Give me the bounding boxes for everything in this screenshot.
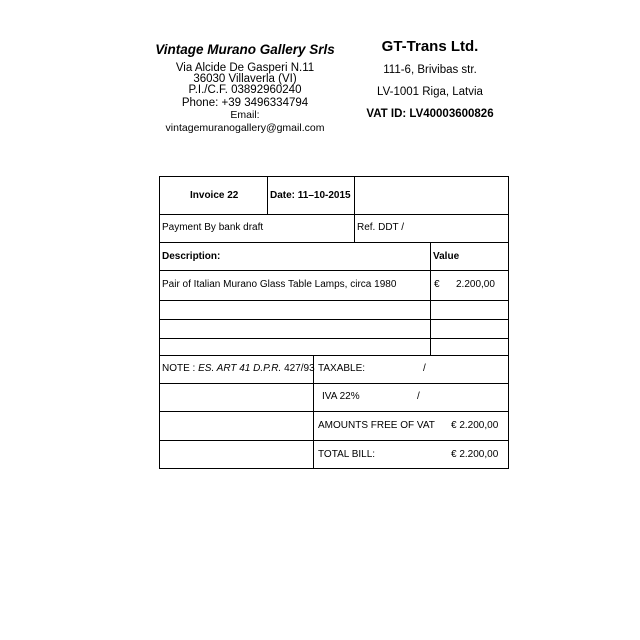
recipient-city: LV-1001 Riga, Latvia [377, 86, 483, 98]
sender-phone: Phone: +39 3496334794 [181, 97, 309, 109]
payment-method: Payment By bank draft [162, 222, 264, 233]
sender-postal: 36030 Villaverla (VI) [193, 73, 297, 85]
recipient-name: GT-Trans Ltd. [381, 38, 479, 55]
note-number: 427/93 [281, 363, 315, 374]
total-value: € 2.200,00 [451, 449, 499, 460]
invoice-number: Invoice 22 [190, 190, 239, 201]
free-vat-value: € 2.200,00 [451, 420, 499, 431]
invoice-date: Date: 11–10-2015 [270, 190, 351, 201]
note-reference: ES. ART 41 D.P.R. [198, 363, 282, 374]
taxable-label: TAXABLE: [318, 363, 366, 374]
free-vat-label: AMOUNTS FREE OF VAT [318, 420, 435, 431]
taxable-value: / [423, 363, 426, 374]
sender-address: Via Alcide De Gasperi N.11 [175, 62, 315, 74]
note [162, 363, 315, 374]
total-label: TOTAL BILL: [318, 449, 376, 460]
reference: Ref. DDT / [357, 222, 405, 233]
sender-email: Email: vintagemuranogallery@gmail.com [165, 109, 325, 134]
description-header: Description: [162, 251, 221, 262]
item-currency: € [434, 279, 440, 290]
recipient-vat: VAT ID: LV40003600826 [366, 108, 494, 120]
item-amount: 2.200,00 [456, 279, 495, 290]
recipient-street: 111-6, Brivibas str. [383, 64, 477, 76]
item-description: Pair of Italian Murano Glass Table Lamps, circa 1980 [162, 279, 397, 290]
note-prefix: NOTE : [162, 363, 199, 374]
value-header: Value [433, 251, 460, 262]
sender-tax-id: P.I./C.F. 03892960240 [188, 84, 302, 96]
sender-name: Vintage Murano Gallery Srls [155, 42, 335, 57]
iva-label: IVA 22% [322, 391, 360, 402]
iva-value: / [417, 391, 420, 402]
